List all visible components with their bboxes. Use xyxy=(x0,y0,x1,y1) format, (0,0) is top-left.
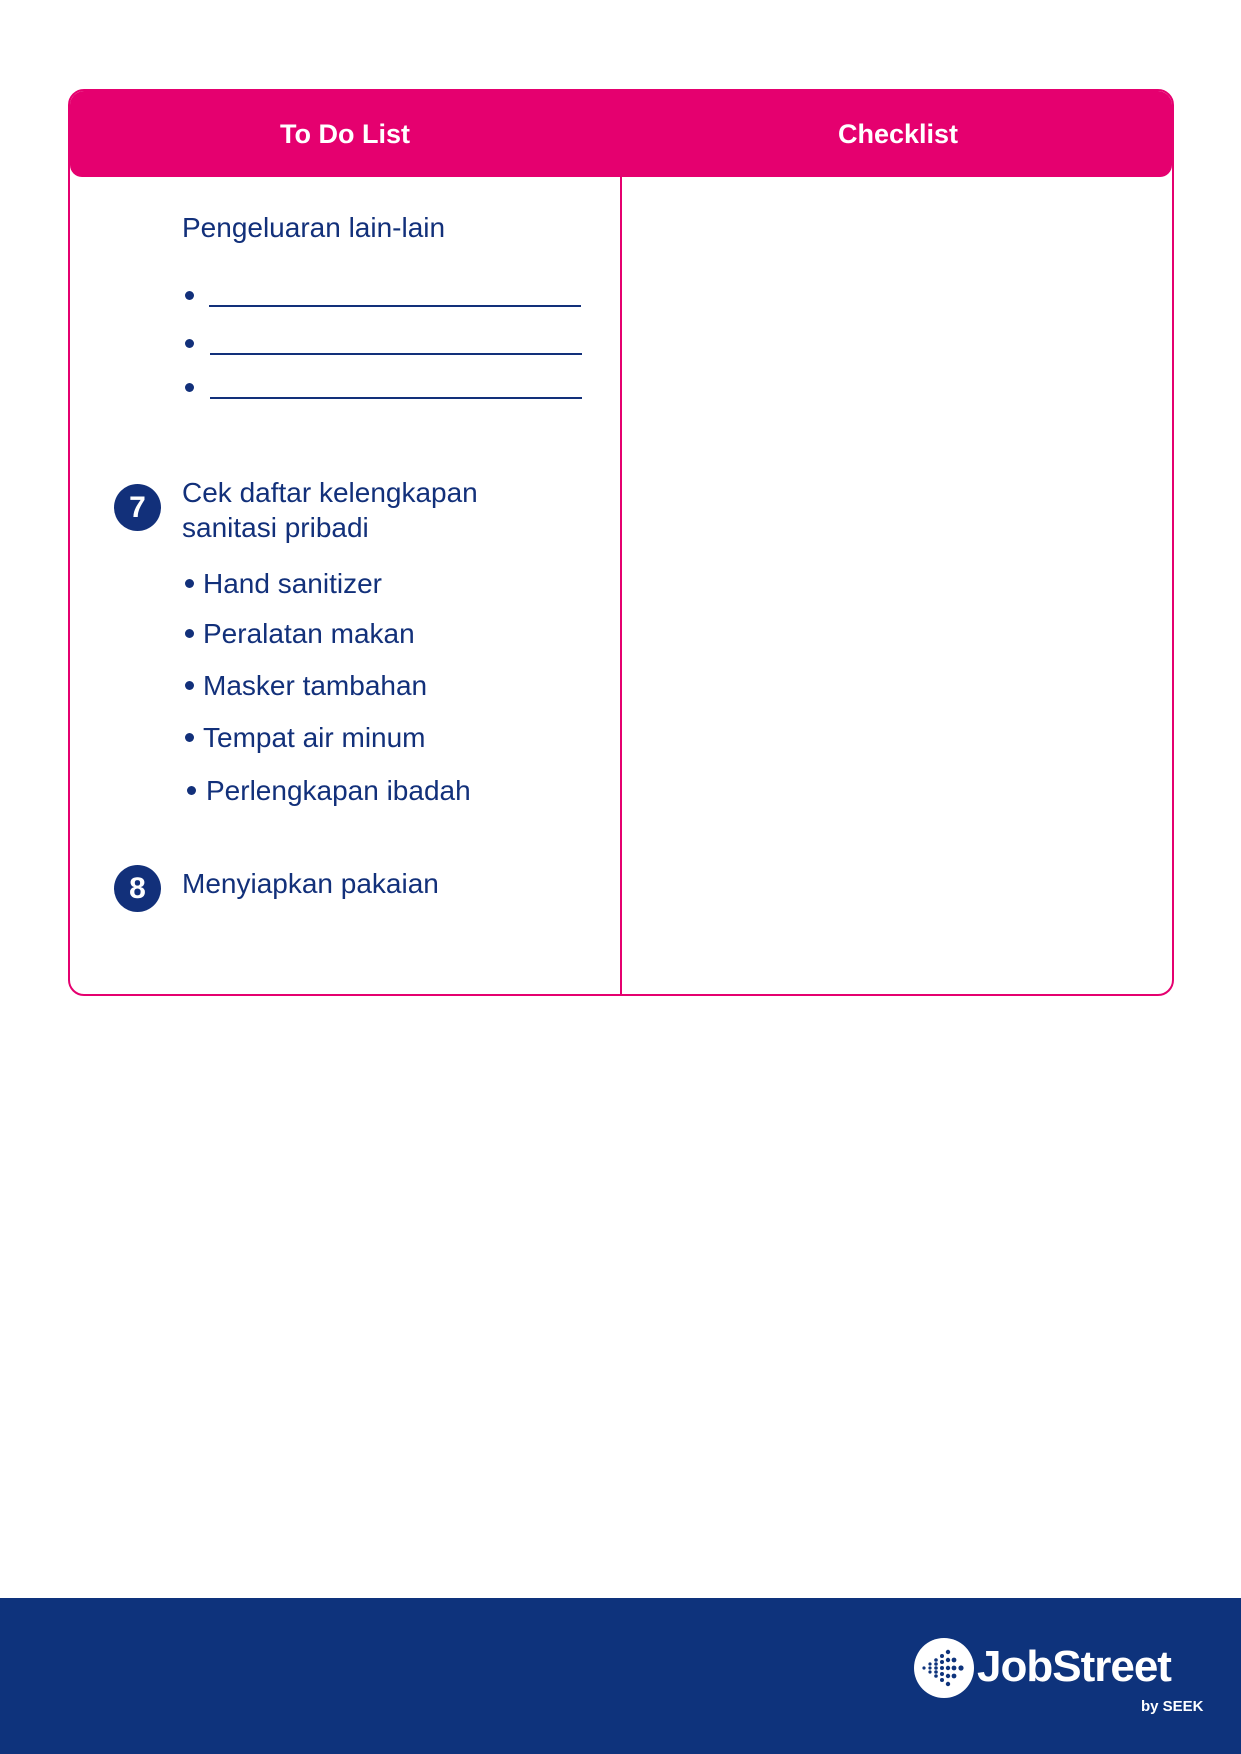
bullet-item: Masker tambahan xyxy=(203,670,428,701)
column-divider xyxy=(620,91,622,994)
item7-title-line2: sanitasi pribadi xyxy=(182,512,369,543)
brand-name: JobStreet xyxy=(977,1642,1171,1691)
bullet-dot xyxy=(185,291,194,300)
bullet-dot xyxy=(185,681,194,690)
bullet-item: Tempat air minum xyxy=(203,722,426,753)
bullet-dot xyxy=(185,579,194,588)
jobstreet-logo-icon xyxy=(914,1638,974,1698)
bullet-dot xyxy=(185,339,194,348)
bullet-item: Hand sanitizer xyxy=(203,568,382,599)
item8-title: Menyiapkan pakaian xyxy=(182,868,439,899)
brand-tagline: by SEEK xyxy=(1141,1698,1204,1715)
bullet-dot xyxy=(185,629,194,638)
header-checklist: Checklist xyxy=(837,119,959,149)
bullet-dot xyxy=(185,733,194,742)
bullet-item: Perlengkapan ibadah xyxy=(206,775,471,806)
blank-line-3[interactable] xyxy=(210,397,582,399)
header-todo-list: To Do List xyxy=(280,119,410,149)
todo-checklist-table xyxy=(68,89,1174,996)
footer-bar xyxy=(0,1598,1241,1754)
bullet-item: Peralatan makan xyxy=(203,618,415,649)
bullet-dot xyxy=(185,383,194,392)
blank-line-2[interactable] xyxy=(210,353,582,355)
item7-title-line1: Cek daftar kelengkapan xyxy=(182,477,478,508)
step-number-7: 7 xyxy=(114,484,161,531)
blank-line-1[interactable] xyxy=(209,305,581,307)
step-number-8: 8 xyxy=(114,865,161,912)
bullet-dot xyxy=(187,786,196,795)
other-expenses-title: Pengeluaran lain-lain xyxy=(182,212,446,243)
